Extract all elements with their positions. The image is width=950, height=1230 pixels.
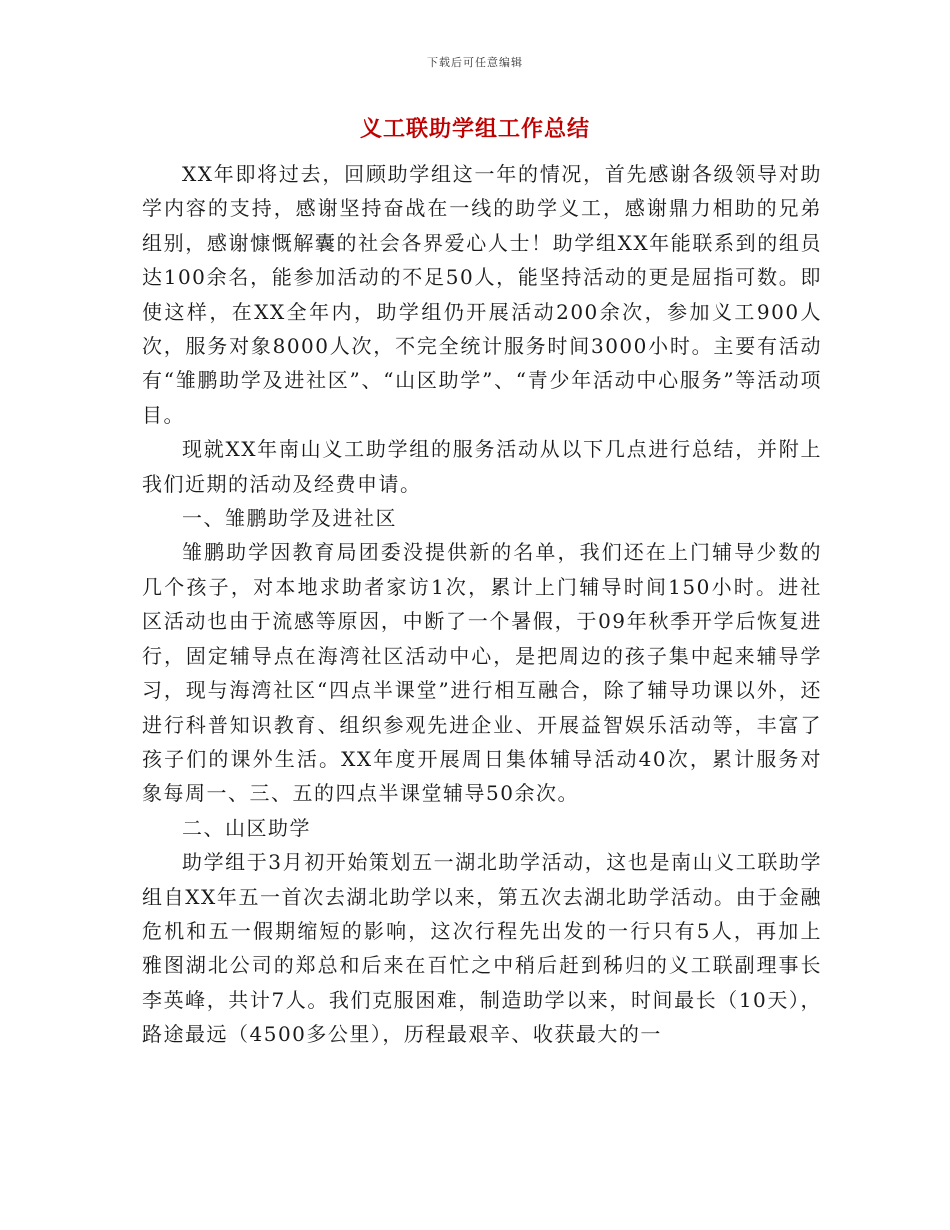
paragraph-chupeng: 雏鹏助学因教育局团委没提供新的名单，我们还在上门辅导少数的几个孩子，对本地求助者家访1次，累计上门辅导时间150小时。进社区活动也由于流感等原因，中断了一个暑假，于09年秋季开学后恢复进行，固定辅导点在海湾社区活动中心，是把周边的孩子集中起来辅导学习，现与海湾社区“四点半课堂”进行相互融合，除了辅导功课以外，还进行科普知识教育、组织参观先进企业、开展益智娱乐活动等，丰富了孩子们的课外生活。XX年度开展周日集体辅导活动40次，累计服务对象每周一、三、五的四点半课堂辅导50余次。 — [142, 540, 822, 806]
section-heading-chupeng: 一、雏鹏助学及进社区 — [182, 506, 397, 531]
header-note: 下载后可任意编辑 — [427, 56, 523, 69]
document-body — [142, 157, 822, 1052]
paragraph-summary-scope: 现就XX年南山义工助学组的服务活动从以下几点进行总结，并附上我们近期的活动及经费申请。 — [142, 437, 822, 496]
section-heading-mountain: 二、山区助学 — [182, 815, 311, 840]
paragraph-mountain: 助学组于3月初开始策划五一湖北助学活动，这也是南山义工联助学组自XX年五一首次去湖北助学以来，第五次去湖北助学活动。由于金融危机和五一假期缩短的影响，这次行程先出发的一行只有5人，再加上雅图湖北公司的郑总和后来在百忙之中稍后赶到秭归的义工联副理事长李英峰，共计7人。我们克服困难，制造助学以来，时间最长（10天），路途最远（4500多公里），历程最艰辛、收获最大的一 — [142, 850, 822, 1047]
paragraph-intro: XX年即将过去，回顾助学组这一年的情况，首先感谢各级领导对助学内容的支持，感谢坚持奋战在一线的助学义工，感谢鼎力相助的兄弟组别，感谢慷慨解囊的社会各界爱心人士！助学组XX年能联系到的组员达100余名，能参加活动的不足50人，能坚持活动的更是屈指可数。即使这样，在XX全年内，助学组仍开展活动200余次，参加义工900人次，服务对象8000人次，不完全统计服务时间3000小时。主要有活动有“雏鹏助学及进社区”、“山区助学”、“青少年活动中心服务”等活动项目。 — [142, 162, 822, 427]
document-title: 义工联助学组工作总结 — [359, 116, 590, 142]
